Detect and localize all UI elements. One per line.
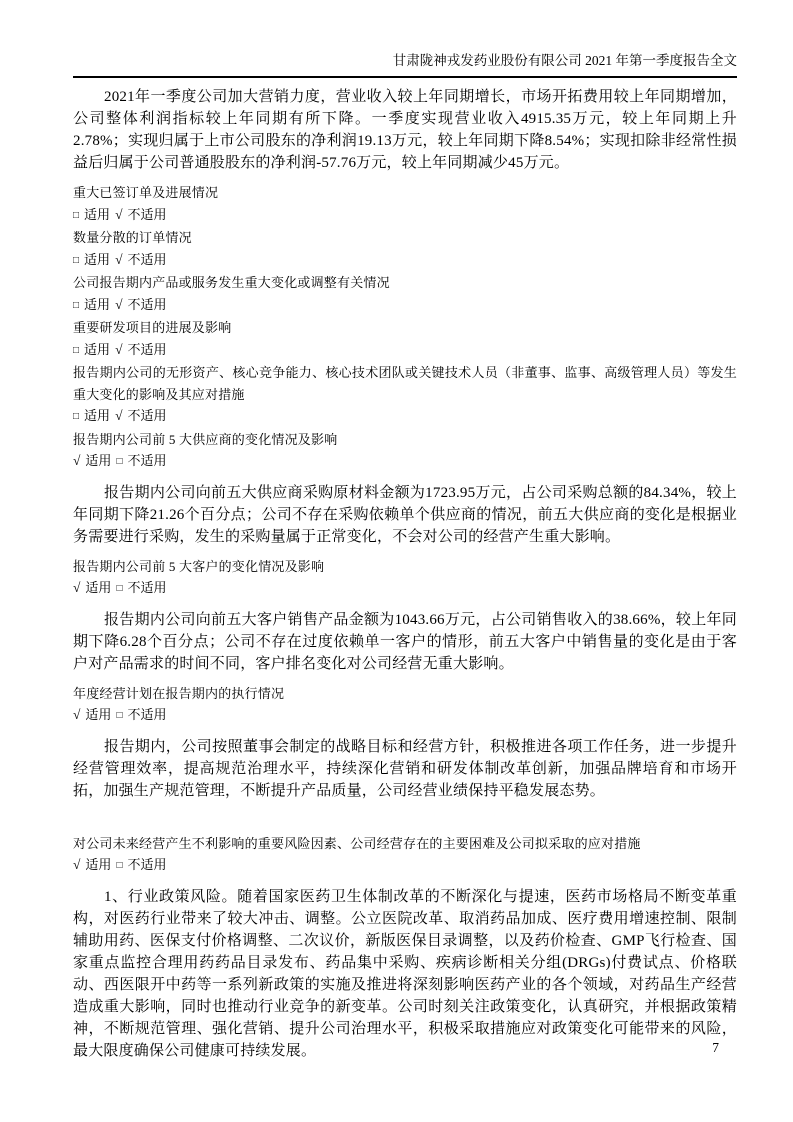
check-mark-icon: √: [115, 341, 123, 357]
unchecked-box-icon: □: [73, 344, 80, 356]
paragraph: 报告期内公司向前五大供应商采购原材料金额为1723.95万元，占公司采购总额的84.34%，较上年同期下降21.26个百分点；公司不存在采购依赖单个供应商的情况，前五大供应商的变化是根据业务需要进行采购，发生的采购量属于正常变化，不会对公司的经营产生重大影响。: [73, 484, 737, 545]
header-rule-divider: [73, 76, 737, 78]
applicability-line: [73, 450, 737, 474]
option-label: 不适用: [127, 408, 167, 423]
section-heading: 对公司未来经营产生不利影响的重要风险因素、公司经营存在的主要困难及公司拟采取的应对措施: [73, 835, 641, 851]
unchecked-box-icon: □: [116, 456, 123, 467]
option-label: 不适用: [127, 707, 167, 722]
option-label: 适用: [84, 341, 111, 357]
applicability-line: [73, 704, 737, 728]
section-heading: 报告期内公司前 5 大供应商的变化情况及影响: [73, 431, 338, 447]
option-label: 不适用: [127, 857, 167, 872]
option-label: 适用: [85, 707, 112, 722]
section-heading: 数量分散的订单情况: [73, 230, 192, 245]
section-heading: 重要研发项目的进展及影响: [73, 320, 232, 335]
section-heading: 公司报告期内产品或服务发生重大变化或调整有关情况: [73, 275, 390, 290]
paragraph: 报告期内，公司按照董事会制定的战略目标和经营方针，积极推进各项工作任务，进一步提升经营管理效率，提高规范治理水平，持续深化营销和研发体制改革创新，加强品牌培育和市场开拓，加强生产规范管理，不断提升产品质量，公司经营业绩保持平稳发展态势。: [73, 738, 737, 799]
applicability-line: [73, 204, 737, 228]
page-number: 7: [712, 1040, 719, 1055]
applicability-line: [73, 339, 737, 363]
unchecked-box-icon: □: [116, 710, 123, 721]
applicability-line: [73, 854, 737, 878]
check-mark-icon: √: [73, 453, 81, 468]
unchecked-box-icon: □: [73, 254, 80, 266]
applicability-line: [73, 405, 737, 429]
document-body: [73, 86, 737, 1062]
check-mark-icon: √: [115, 296, 123, 312]
option-label: 不适用: [127, 251, 167, 267]
check-mark-icon: √: [73, 580, 81, 595]
section-heading: 重大已签订单及进展情况: [73, 185, 219, 200]
unchecked-box-icon: □: [73, 411, 80, 422]
option-label: 适用: [84, 296, 111, 312]
check-mark-icon: √: [73, 707, 81, 722]
option-label: 适用: [84, 408, 111, 423]
page-header: [73, 52, 737, 78]
option-label: 不适用: [127, 206, 167, 222]
option-label: 适用: [85, 857, 112, 872]
check-mark-icon: √: [115, 251, 123, 267]
check-mark-icon: √: [115, 408, 123, 423]
running-header-title: 甘肃陇神戎发药业股份有限公司 2021 年第一季度报告全文: [392, 53, 737, 68]
option-label: 适用: [84, 206, 111, 222]
option-label: 不适用: [127, 580, 167, 595]
paragraph: 1、行业政策风险。随着国家医药卫生体制改革的不断深化与提速，医药市场格局不断变革重构，对医药行业带来了较大冲击、调整。公立医院改革、取消药品加成、医疗费用增速控制、限制辅助用药、医保支付价格调整、二次议价，新版医保目录调整，以及药价检查、GMP飞行检查、国家重点监控合理用药药品目录发布、药品集中采购、疾病诊断相关分组(DRGs)付费试点、价格联动、西医限开中药等一系列新政策的实施及推进将深刻影响医药产业的各个领域，对药品生产经营造成重大影响，同时也推动行业竞争的新变革。公司时刻关注政策变化，认真研究，并根据政策精神，不断规范管理、强化营销、提升公司治理水平，积极采取措施应对政策变化可能带来的风险，最大限度确保公司健康可持续发展。: [73, 888, 737, 1059]
section-heading: 报告期内公司的无形资产、核心竞争能力、核心技术团队或关键技术人员（非董事、监事、高级管理人员）等发生重大变化的影响及其应对措施: [73, 365, 737, 402]
check-mark-icon: √: [115, 206, 123, 222]
option-label: 不适用: [127, 453, 167, 468]
section-heading: 年度经营计划在报告期内的执行情况: [73, 685, 285, 701]
unchecked-box-icon: □: [73, 299, 80, 311]
check-mark-icon: √: [73, 857, 81, 872]
option-label: 不适用: [127, 341, 167, 357]
applicability-line: [73, 577, 737, 601]
section-heading: 报告期内公司前 5 大客户的变化情况及影响: [73, 558, 325, 574]
paragraph: 2021年一季度公司加大营销力度，营业收入较上年同期增长，市场开拓费用较上年同期增加，公司整体利润指标较上年同期有所下降。一季度实现营业收入4915.35万元，较上年同期上升2.78%；实现归属于上市公司股东的净利润19.13万元，较上年同期下降8.54%；实现扣除非经常性损益后归属于公司普通股股东的净利润-57.76万元，较上年同期减少45万元。: [73, 89, 737, 171]
unchecked-box-icon: □: [73, 209, 80, 221]
option-label: 不适用: [127, 296, 167, 312]
applicability-line: [73, 294, 737, 318]
paragraph: 报告期内公司向前五大客户销售产品金额为1043.66万元，占公司销售收入的38.66%，较上年同期下降6.28个百分点；公司不存在过度依赖单一客户的情形，前五大客户中销售量的变化是由于客户对产品需求的时间不同，客户排名变化对公司经营无重大影响。: [73, 611, 737, 672]
option-label: 适用: [84, 251, 111, 267]
unchecked-box-icon: □: [116, 583, 123, 594]
applicability-line: [73, 249, 737, 273]
unchecked-box-icon: □: [116, 860, 123, 871]
option-label: 适用: [85, 580, 112, 595]
option-label: 适用: [85, 453, 112, 468]
